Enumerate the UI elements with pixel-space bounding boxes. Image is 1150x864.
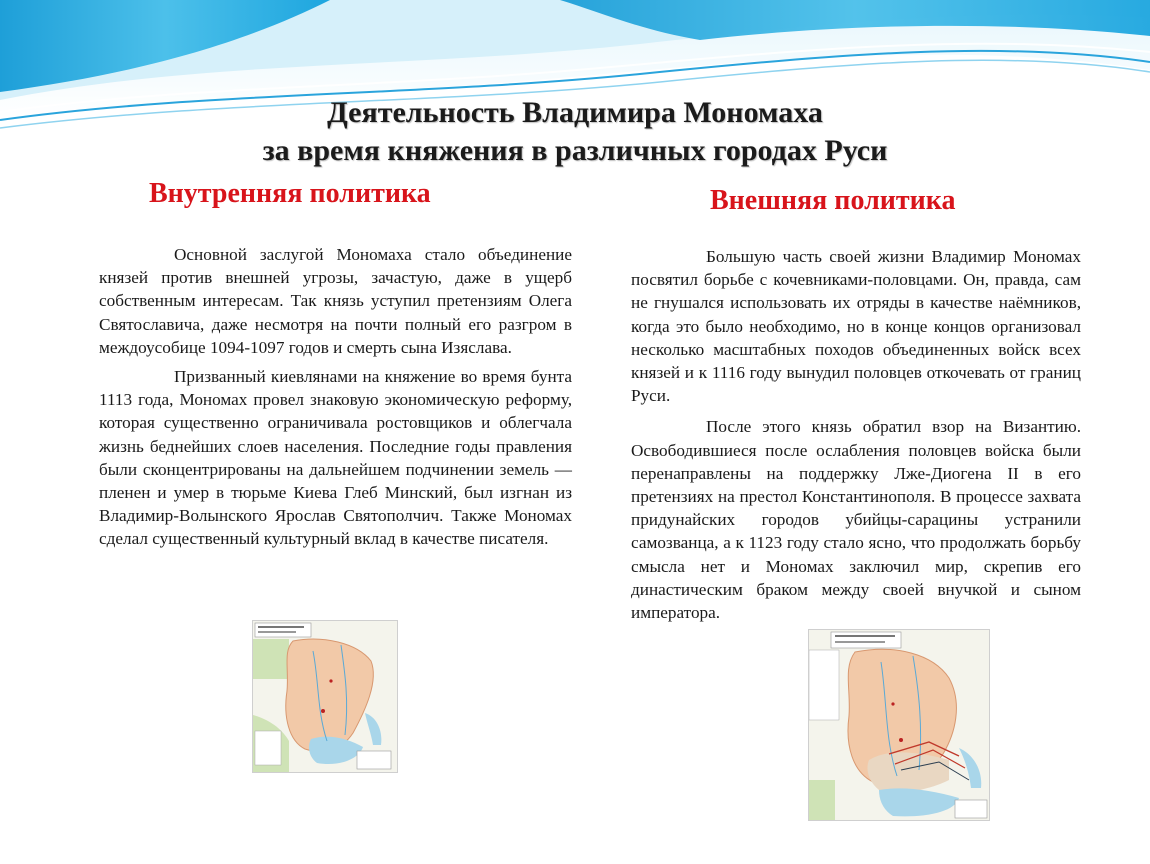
internal-paragraph-1: Основной заслугой Мономаха стало объединение князей против внешней угрозы, зачастую, даже в ущерб собственным интересам. Так князь уступил претензиям Олега Святославича, даже несмотря на почти полный его разгром в междоусобице 1094-1097 годов и смерть сына Изяслава. xyxy=(99,245,572,357)
historical-map-image-left xyxy=(252,620,398,773)
external-paragraph-1: Большую часть своей жизни Владимир Мономах посвятил борьбе с кочевниками-половцами. Он, правда, сам не гнушался использовать их отряды в качестве наёмников, когда это было необходимо, но в конце концов организовал несколько масштабных походов объединенных войск всех князей и к 1116 году вынудил половцев откочевать от границ Руси. xyxy=(631,247,1081,406)
internal-paragraph-2: Призванный киевлянами на княжение во время бунта 1113 года, Мономах провел знаковую экономическую реформу, которая существенно ограничивала ростовщиков и облегчала жизнь беднейших слоев населения. Последние годы правления были сконцентрированы на дальнейшем подчинении земель — пленен и умер в тюрьме Киева Глеб Минский, был изгнан из Владимир-Волынского Ярослав Святополчич. Также Мономах сделал существенный культурный вклад в качестве писателя. xyxy=(99,367,572,549)
slide-title-line2: за время княжения в различных городах Руси xyxy=(262,134,888,167)
slide-title xyxy=(0,94,1150,170)
external-policy-heading: Внешняя политика xyxy=(710,185,956,216)
historical-map-image-right xyxy=(808,629,990,821)
external-policy-text xyxy=(631,245,1081,632)
internal-policy-text xyxy=(99,243,572,559)
internal-policy-heading: Внутренняя политика xyxy=(149,178,431,209)
slide-title-line1: Деятельность Владимира Мономаха xyxy=(327,96,823,129)
external-paragraph-2: После этого князь обратил взор на Византию. Освободившиеся после ослабления половцев войска были перенаправлены на поддержку Лже-Диогена II в его претензиях на престол Константинополя. В процессе захвата придунайских городов убийцы-сарацины устранили самозванца, а к 1123 году стало ясно, что продолжать борьбу смысла нет и Мономах заключил мир, скрепив его династическим браком между своей внучкой и сыном императора. xyxy=(631,417,1081,623)
